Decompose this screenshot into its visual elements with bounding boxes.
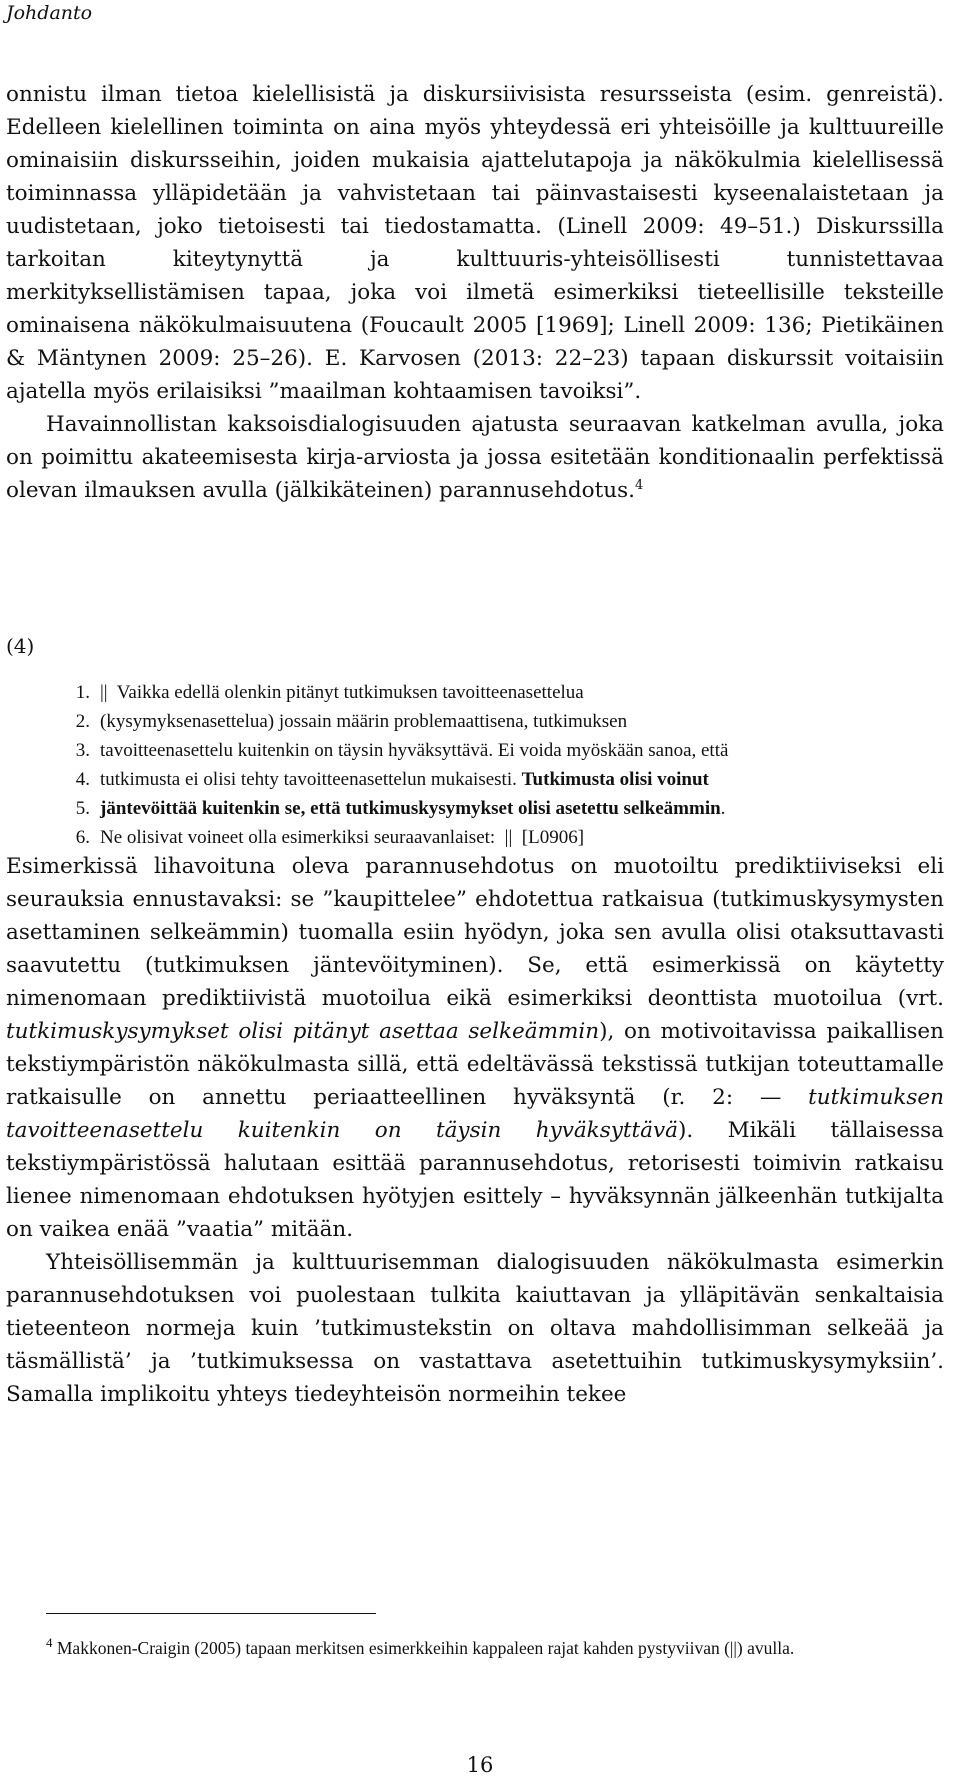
paragraph-2-text: Havainnollistan kaksoisdialogisuuden ajatusta seuraavan katkelman avulla, joka on poimittu akateemisesta kirja-arviosta ja jossa esitetään konditionaalin perfektissä olevan ilmauksen avulla (jälkikäteinen) parannusehdotus.	[6, 412, 944, 503]
body-section-2	[6, 850, 944, 1411]
excerpt-line	[6, 678, 906, 707]
example-excerpt	[6, 678, 906, 852]
highlighted-suggestion: jäntevöittää kuitenkin se, että tutkimuskysymykset olisi asetettu selkeämmin	[100, 798, 721, 819]
line-number: 5.	[75, 798, 90, 819]
line-text	[100, 736, 728, 765]
paragraph-2	[6, 408, 944, 507]
excerpt-line	[6, 707, 906, 736]
running-header: Johdanto	[6, 2, 93, 24]
line-text	[100, 823, 584, 852]
line-segment: tavoitteenasettelu kuitenkin on täysin hyväksyttävä. Ei voida myöskään sanoa, että	[100, 740, 729, 761]
line-segment: (kysymyksenasettelua) jossain määrin problemaattisena, tutkimuksen	[100, 711, 628, 732]
paragraph-3-text-2: ), on motivoitavissa paikallisen tekstiympäristön näkökulmasta sillä, että edeltävässä tekstissä tutkijan toteuttamalle ratkaisulle on annettu periaatteellinen hyväksyntä (r. 2: —	[6, 1019, 945, 1110]
excerpt-line	[6, 794, 906, 823]
line-number: 1.	[75, 682, 90, 703]
line-number: 2.	[75, 711, 90, 732]
line-text	[100, 765, 709, 794]
line-segment: || Vaikka edellä olenkin pitänyt tutkimuksen tavoitteenasettelua	[100, 682, 584, 703]
example-label: (4)	[6, 634, 35, 658]
line-text	[100, 794, 725, 823]
highlighted-suggestion: Tutkimusta olisi voinut	[521, 769, 709, 790]
paragraph-3-text-3: ). Mikäli tällaisessa tekstiympäristössä halutaan esittää parannusehdotus, retorisesti toimivin ratkaisu lienee nimenomaan ehdotuksen hyötyjen esittely – hyväksynnän jälkeenhän tutkijalta on vaikea enää ”vaatia” mitään.	[6, 1118, 944, 1242]
excerpt-line	[6, 736, 906, 765]
paragraph-3-italic-1: tutkimuskysymykset olisi pitänyt asettaa selkeämmin	[6, 1019, 600, 1044]
excerpt-line	[6, 823, 906, 852]
line-segment: tutkimusta ei olisi tehty tavoitteenasettelun mukaisesti.	[100, 769, 522, 790]
line-segment: .	[720, 798, 726, 819]
line-number: 4.	[75, 769, 90, 790]
line-text	[100, 707, 627, 736]
body-section-1	[6, 78, 944, 507]
footnote-number: 4	[46, 1635, 53, 1651]
page-number: 16	[466, 1753, 494, 1777]
paragraph-3-italic-2: tutkimuksen tavoitteenasettelu kuitenkin on täysin hyväksyttävä	[6, 1085, 944, 1143]
line-text	[100, 678, 584, 707]
paragraph-3-text-1: Esimerkissä lihavoituna oleva parannusehdotus on muotoiltu prediktiiviseksi eli seurauksia ennustavaksi: se ”kaupittelee” ehdotettua ratkaisua (tutkimuskysymysten asettaminen selkeämmin) tuomalla esiin hyödyn, joka sen avulla olisi otaksuttavasti saavutettu (tutkimuksen jäntevöityminen). Se, että esimerkissä on käytetty nimenomaan prediktiivistä muotoilua eikä esimerkiksi deonttista muotoilua (vrt.	[6, 854, 944, 1011]
footnote-divider	[46, 1613, 376, 1614]
paragraph-4: Yhteisöllisemmän ja kulttuurisemman dialogisuuden näkökulmasta esimerkin parannusehdotuksen voi puolestaan tulkita kaiuttavan ja ylläpitävän senkaltaisia tieteenteon normeja kuin ’tutkimustekstin on oltava mahdollisimman selkeää ja täsmällistä’ ja ’tutkimuksessa on vastattava asetettuihin tutkimuskysymyksiin’. Samalla implikoitu yhteys tiedeyhteisön normeihin tekee	[6, 1250, 944, 1407]
paragraph-3	[6, 850, 944, 1246]
line-number: 3.	[75, 740, 90, 761]
footnote-reference[interactable]: 4	[634, 477, 644, 493]
footnote	[6, 1634, 916, 1662]
paragraph-1: onnistu ilman tietoa kielellisistä ja diskursiivisista resursseista (esim. genreistä). Edelleen kielellinen toiminta on aina myös yhteydessä eri yhteisöille ja kulttuureille ominaisiin diskursseihin, joiden mukaisia ajattelutapoja ja näkökulmia kielellisessä toiminnassa ylläpidetään ja vahvistetaan tai päinvastaisesti kyseenalaistetaan ja uudistetaan, joko tietoisesti tai tiedostamatta. (Linell 2009: 49–51.) Diskurssilla tarkoitan kiteytynyttä ja kulttuuris-yhteisöllisesti tunnistettavaa merkityksellistämisen tapaa, joka voi ilmetä esimerkiksi tieteellisille teksteille ominaisena näkökulmaisuutena (Foucault 2005 [1969]; Linell 2009: 136; Pietikäinen & Mäntynen 2009: 25–26). E. Karvosen (2013: 22–23) tapaan diskurssit voitaisiin ajatella myös erilaisiksi ”maailman kohtaamisen tavoiksi”.	[6, 82, 944, 404]
line-number: 6.	[75, 827, 90, 848]
line-segment: Ne olisivat voineet olla esimerkiksi seuraavanlaiset: || [L0906]	[100, 827, 585, 848]
footnote-text: Makkonen-Craigin (2005) tapaan merkitsen esimerkkeihin kappaleen rajat kahden pystyviivan (||) avulla.	[56, 1638, 795, 1658]
excerpt-line	[6, 765, 906, 794]
